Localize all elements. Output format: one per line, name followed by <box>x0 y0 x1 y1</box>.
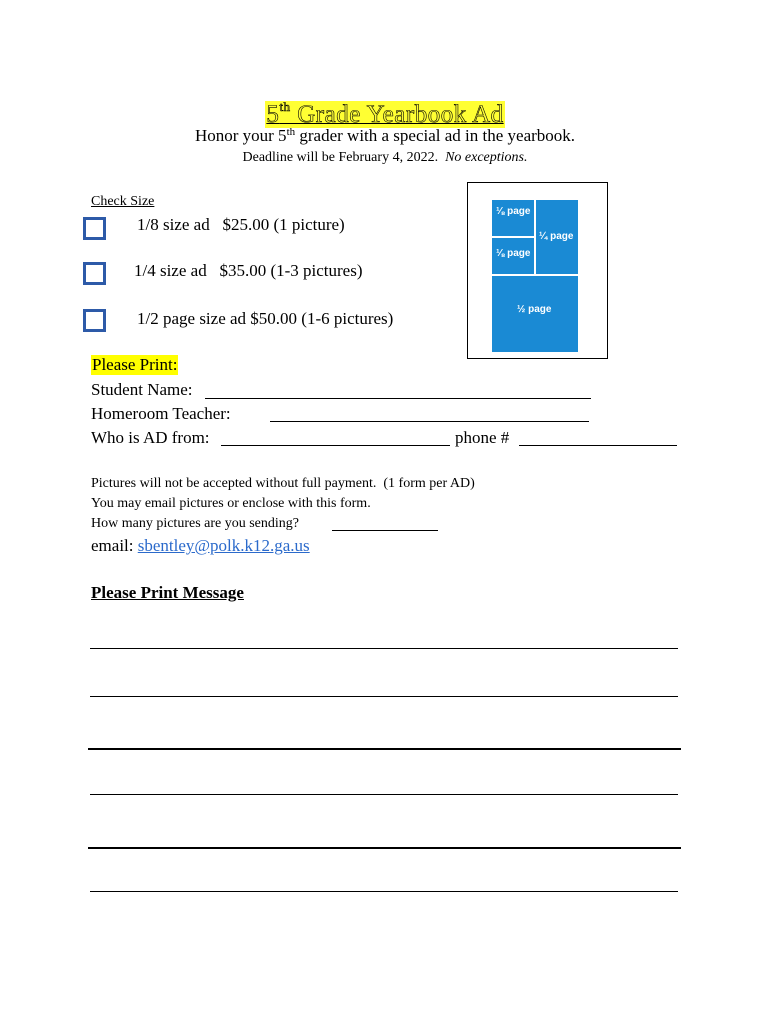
message-line-3[interactable] <box>88 748 681 750</box>
quarter-page-label: ¼ page <box>539 231 574 242</box>
title-text: Grade Yearbook Ad <box>290 101 504 128</box>
how-many-pictures-label: How many pictures are you sending? <box>91 516 299 531</box>
size-quarter-checkbox[interactable] <box>83 262 106 285</box>
homeroom-teacher-label: Homeroom Teacher: <box>91 404 231 423</box>
size-half-label: 1/2 page size ad $50.00 (1-6 pictures) <box>137 309 394 328</box>
message-heading: Please Print Message <box>91 583 244 602</box>
message-line-5[interactable] <box>88 847 681 849</box>
message-line-2[interactable] <box>90 696 678 697</box>
size-eighth-checkbox[interactable] <box>83 217 106 240</box>
email-option-note: You may email pictures or enclose with this form. <box>91 496 371 511</box>
title-number: 5 <box>266 101 280 128</box>
half-page-block <box>492 276 578 352</box>
eighth-page-top-label: ⅛ page <box>496 206 531 217</box>
phone-field[interactable] <box>519 445 677 446</box>
homeroom-teacher-field[interactable] <box>270 421 589 422</box>
payment-note: Pictures will not be accepted without full payment. (1 form per AD) <box>91 476 475 491</box>
student-name-field[interactable] <box>205 398 591 399</box>
subtitle-sup: th <box>286 126 296 138</box>
email-label: email: <box>91 536 138 555</box>
size-half-checkbox[interactable] <box>83 309 106 332</box>
eighth-page-bottom-label: ⅛ page <box>496 248 531 259</box>
phone-label: phone # <box>455 428 510 447</box>
subtitle-after: grader with a special ad in the yearbook. <box>295 126 576 145</box>
message-line-4[interactable] <box>90 794 678 795</box>
subtitle-before: Honor your 5 <box>194 126 287 145</box>
ad-size-diagram <box>467 182 608 359</box>
deadline-emphasis: No exceptions. <box>445 150 528 165</box>
message-line-1[interactable] <box>90 648 678 649</box>
deadline-text <box>0 150 770 166</box>
student-name-label: Student Name: <box>91 380 193 399</box>
deadline-date: Deadline will be February 4, 2022. <box>242 150 446 165</box>
ad-from-field[interactable] <box>221 445 450 446</box>
eighth-page-top-block <box>492 200 534 236</box>
size-quarter-label: 1/4 size ad $35.00 (1-3 pictures) <box>134 261 363 280</box>
email-link[interactable]: sbentley@polk.k12.ga.us <box>137 536 310 555</box>
email-line <box>91 536 310 556</box>
please-print-heading: Please Print: <box>92 355 178 374</box>
half-page-label: ½ page <box>517 304 552 315</box>
page-title <box>0 92 770 130</box>
subtitle <box>0 126 770 146</box>
title-suffix: th <box>279 99 291 114</box>
size-eighth-label: 1/8 size ad $25.00 (1 picture) <box>137 215 345 234</box>
how-many-pictures-field[interactable] <box>332 530 438 531</box>
eighth-page-bottom-block <box>492 238 534 274</box>
check-size-heading: Check Size <box>91 194 155 209</box>
message-line-6[interactable] <box>90 891 678 892</box>
quarter-page-block <box>536 200 578 274</box>
ad-from-label: Who is AD from: <box>91 428 210 447</box>
